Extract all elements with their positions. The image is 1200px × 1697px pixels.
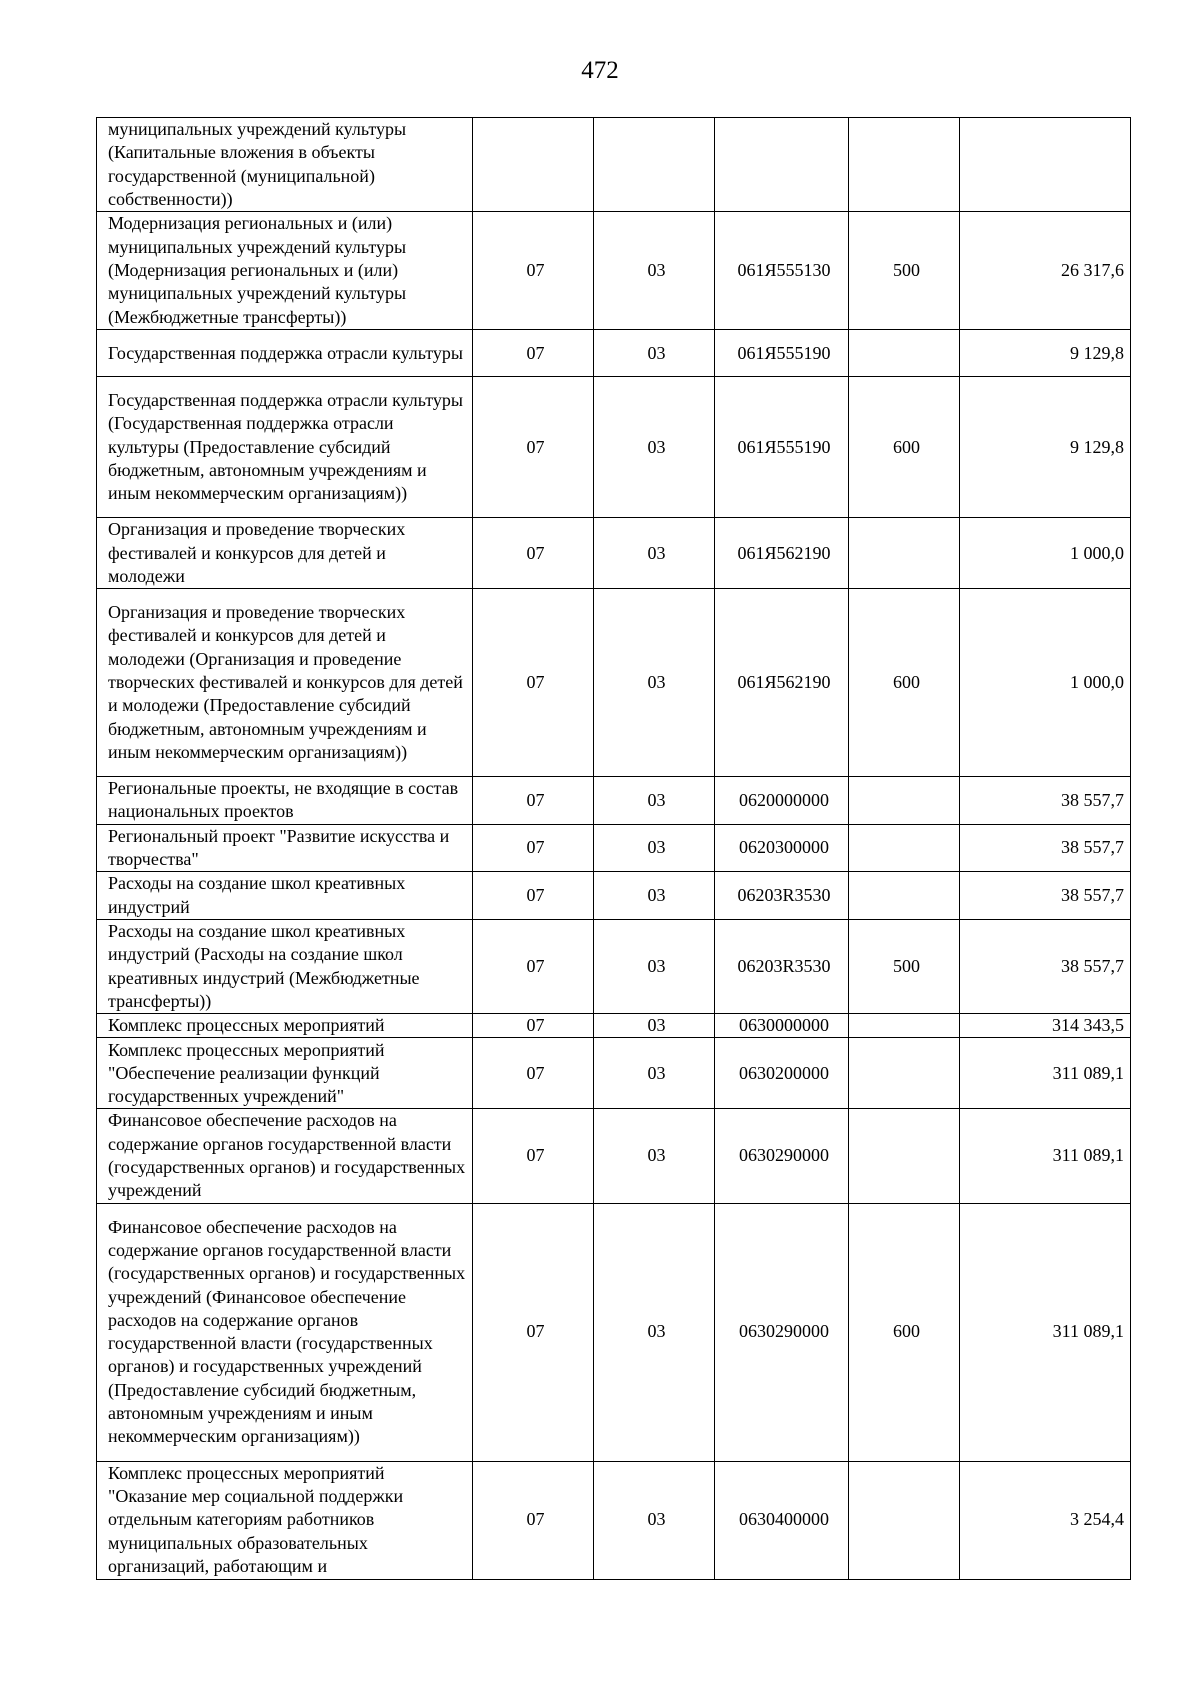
row-target-article: 0630290000 (715, 1203, 849, 1461)
row-subsection: 03 (594, 1038, 715, 1109)
row-amount: 38 557,7 (960, 872, 1131, 920)
row-subsection: 03 (594, 330, 715, 377)
row-subsection: 03 (594, 872, 715, 920)
row-amount: 1 000,0 (960, 589, 1131, 777)
table-row (97, 330, 1131, 377)
row-target-article (715, 118, 849, 212)
budget-table (96, 117, 1131, 1580)
row-target-article: 061Я555130 (715, 212, 849, 330)
row-expense-type (849, 872, 960, 920)
table-row (97, 1461, 1131, 1579)
row-subsection: 03 (594, 1203, 715, 1461)
row-amount: 314 343,5 (960, 1014, 1131, 1038)
row-expense-type (849, 330, 960, 377)
row-subsection: 03 (594, 919, 715, 1013)
row-name: Организация и проведение творческих фестивалей и конкурсов для детей и молодежи (Организация и проведение творческих фестивалей и конкурсов для детей и молодежи (Предоставление субсидий бюджетным, автономным учреждениям и иным некоммерческим организациям)) (97, 589, 473, 777)
row-target-article: 0620300000 (715, 824, 849, 872)
row-amount: 311 089,1 (960, 1038, 1131, 1109)
row-subsection: 03 (594, 212, 715, 330)
row-expense-type (849, 1014, 960, 1038)
row-name: Модернизация региональных и (или) муниципальных учреждений культуры (Модернизация региональных и (или) муниципальных учреждений культуры (Межбюджетные трансферты)) (97, 212, 473, 330)
row-section: 07 (473, 377, 594, 518)
row-section: 07 (473, 330, 594, 377)
row-target-article: 061Я555190 (715, 330, 849, 377)
row-section: 07 (473, 518, 594, 589)
row-subsection: 03 (594, 1461, 715, 1579)
row-name: Расходы на создание школ креативных индустрий (Расходы на создание школ креативных индустрий (Межбюджетные трансферты)) (97, 919, 473, 1013)
row-expense-type (849, 118, 960, 212)
row-subsection (594, 118, 715, 212)
row-target-article: 0630200000 (715, 1038, 849, 1109)
row-section (473, 118, 594, 212)
row-subsection: 03 (594, 377, 715, 518)
row-name: Финансовое обеспечение расходов на содержание органов государственной власти (государственных органов) и государственных учреждений (97, 1109, 473, 1203)
row-amount: 311 089,1 (960, 1109, 1131, 1203)
row-expense-type: 600 (849, 377, 960, 518)
row-section: 07 (473, 919, 594, 1013)
row-expense-type: 500 (849, 212, 960, 330)
table-row (97, 1109, 1131, 1203)
row-name: Региональные проекты, не входящие в состав национальных проектов (97, 777, 473, 825)
table-row (97, 777, 1131, 825)
row-amount: 38 557,7 (960, 919, 1131, 1013)
row-name: Комплекс процессных мероприятий "Обеспечение реализации функций государственных учреждений" (97, 1038, 473, 1109)
table-row (97, 212, 1131, 330)
row-expense-type (849, 1461, 960, 1579)
row-expense-type (849, 518, 960, 589)
row-expense-type: 500 (849, 919, 960, 1013)
row-subsection: 03 (594, 824, 715, 872)
row-target-article: 0630290000 (715, 1109, 849, 1203)
row-target-article: 0620000000 (715, 777, 849, 825)
row-expense-type (849, 824, 960, 872)
row-amount: 311 089,1 (960, 1203, 1131, 1461)
table-row (97, 118, 1131, 212)
row-expense-type (849, 1109, 960, 1203)
table-row (97, 589, 1131, 777)
row-amount: 26 317,6 (960, 212, 1131, 330)
row-name: Региональный проект "Развитие искусства и творчества" (97, 824, 473, 872)
row-name: Государственная поддержка отрасли культуры (Государственная поддержка отрасли культуры (Предоставление субсидий бюджетным, автономным учреждениям и иным некоммерческим организациям)) (97, 377, 473, 518)
table-row (97, 377, 1131, 518)
row-target-article: 061Я562190 (715, 589, 849, 777)
row-target-article: 0630400000 (715, 1461, 849, 1579)
row-name: Комплекс процессных мероприятий "Оказание мер социальной поддержки отдельным категориям работников муниципальных образовательных организаций, работающим и (97, 1461, 473, 1579)
row-section: 07 (473, 777, 594, 825)
row-subsection: 03 (594, 1109, 715, 1203)
page-number: 472 (581, 57, 619, 84)
table-row (97, 872, 1131, 920)
row-subsection: 03 (594, 518, 715, 589)
row-expense-type (849, 1038, 960, 1109)
row-amount: 1 000,0 (960, 518, 1131, 589)
row-subsection: 03 (594, 777, 715, 825)
row-amount: 3 254,4 (960, 1461, 1131, 1579)
row-target-article: 0630000000 (715, 1014, 849, 1038)
row-amount: 38 557,7 (960, 777, 1131, 825)
row-section: 07 (473, 212, 594, 330)
row-target-article: 061Я562190 (715, 518, 849, 589)
row-name: Финансовое обеспечение расходов на содержание органов государственной власти (государственных органов) и государственных учреждений (Финансовое обеспечение расходов на содержание органов государственной власти (государственных органов) и государственных учреждений (Предоставление субсидий бюджетным, автономным учреждениям и иным некоммерческим организациям)) (97, 1203, 473, 1461)
table-row (97, 1014, 1131, 1038)
row-target-article: 06203R3530 (715, 872, 849, 920)
row-section: 07 (473, 1203, 594, 1461)
row-target-article: 06203R3530 (715, 919, 849, 1013)
row-expense-type: 600 (849, 589, 960, 777)
row-name: Расходы на создание школ креативных индустрий (97, 872, 473, 920)
row-name: Комплекс процессных мероприятий (97, 1014, 473, 1038)
table-row (97, 919, 1131, 1013)
table-row (97, 824, 1131, 872)
row-target-article: 061Я555190 (715, 377, 849, 518)
row-subsection: 03 (594, 589, 715, 777)
row-subsection: 03 (594, 1014, 715, 1038)
table-row (97, 518, 1131, 589)
row-expense-type (849, 777, 960, 825)
row-section: 07 (473, 1038, 594, 1109)
row-section: 07 (473, 1109, 594, 1203)
row-section: 07 (473, 1014, 594, 1038)
row-expense-type: 600 (849, 1203, 960, 1461)
row-amount: 9 129,8 (960, 330, 1131, 377)
table-row (97, 1203, 1131, 1461)
row-section: 07 (473, 824, 594, 872)
row-name: Государственная поддержка отрасли культуры (97, 330, 473, 377)
row-name: Организация и проведение творческих фестивалей и конкурсов для детей и молодежи (97, 518, 473, 589)
row-section: 07 (473, 589, 594, 777)
row-amount: 9 129,8 (960, 377, 1131, 518)
row-amount: 38 557,7 (960, 824, 1131, 872)
table-row (97, 1038, 1131, 1109)
row-section: 07 (473, 872, 594, 920)
row-section: 07 (473, 1461, 594, 1579)
row-name: муниципальных учреждений культуры (Капитальные вложения в объекты государственной (муниципальной) собственности)) (97, 118, 473, 212)
row-amount (960, 118, 1131, 212)
